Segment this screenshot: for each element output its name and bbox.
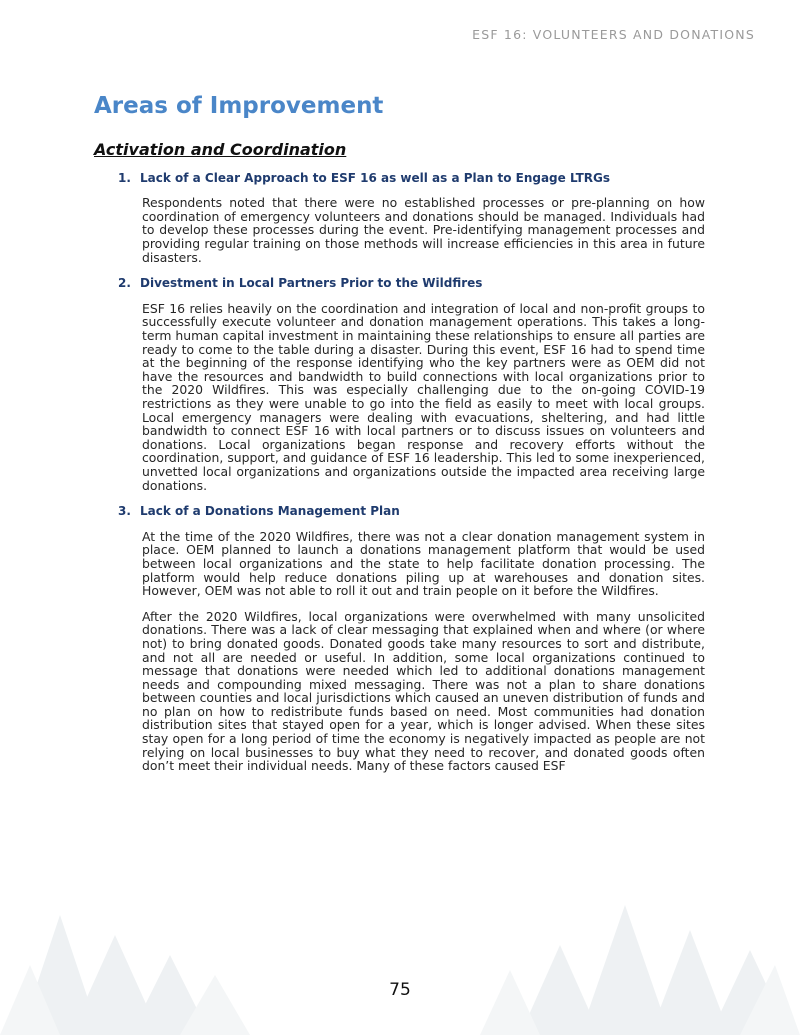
list-item-number: 3. (118, 504, 131, 519)
page-title: Areas of Improvement (94, 93, 384, 119)
list-item-title: Divestment in Local Partners Prior to the Wildfires (140, 276, 483, 291)
page-number: 75 (389, 980, 411, 1000)
list-item-number: 1. (118, 170, 131, 185)
running-header: ESF 16: VOLUNTEERS AND DONATIONS (472, 27, 755, 42)
main-content (94, 92, 714, 785)
paragraph: ESF 16 relies heavily on the coordination and integration of local and non-profit groups to successfully execute volunteer and donation management operations. This takes a long-term human capital investment in maintaining these relationships to ensure all parties are ready to come to the table during a disaster. During this event, ESF 16 had to spend time at the beginning of the response identifying who the key partners were as OEM did not have the resources and bandwidth to build connections with local organizations prior to the 2020 Wildfires. This was especially challenging due to the on-going COVID-19 restrictions as they were unable to go into the field as easily to meet with local groups. Local emergency managers were dealing with evacuations, sheltering, and had little bandwidth to connect ESF 16 with local partners or to discuss issues on volunteers and donations. Local organizations began response and recovery efforts without the coordination, support, and guidance of ESF 16 leadership. This led to some inexperienced, unvetted local organizations and organizations outside the impacted area receiving large donations. (142, 300, 705, 493)
list-item (94, 276, 714, 492)
list-item-heading (94, 504, 714, 520)
list-item-heading (94, 171, 714, 187)
list-item (94, 504, 714, 773)
paragraph: Respondents noted that there were no established processes or pre-planning on how coordination of emergency volunteers and donations should be managed. Individuals had to develop these processes during the event. Pre-identifying management processes and providing regular training on those methods will increase efficiencies in this area in future disasters. (142, 195, 705, 265)
list-item-title: Lack of a Clear Approach to ESF 16 as well as a Plan to Engage LTRGs (140, 170, 611, 185)
paragraph: At the time of the 2020 Wildfires, there was not a clear donation management system in place. OEM planned to launch a donations management platform that would be used between local organizations and the state to help facilitate donation processing. The platform would help reduce donations piling up at warehouses and donation sites. However, OEM was not able to roll it out and train people on it before the Wildfires. (142, 528, 705, 599)
section-title: Activation and Coordination (94, 139, 347, 159)
list-item-heading (94, 276, 714, 292)
list-item (94, 171, 714, 265)
list-item-number: 2. (118, 276, 131, 291)
paragraph: After the 2020 Wildfires, local organizations were overwhelmed with many unsolicited donations. There was a lack of clear messaging that explained when and where (or where not) to bring donated goods. Donated goods take many resources to sort and distribute, and not all are needed or useful. In addition, some local organizations continued to message that donations were needed which led to additional donations management needs and compounding mixed messaging. There was not a plan to share donations between counties and local jurisdictions which caused an uneven distribution of funds and no plan on how to redistribute funds based on need. Most communities had donation distribution sites that stayed open for a year, which is longer advised. When these sites stay open for a long period of time the economy is negatively impacted as people are not relying on local businesses to buy what they need to recover, and donated goods often don’t meet their individual needs. Many of these factors caused ESF (142, 608, 705, 774)
list-item-title: Lack of a Donations Management Plan (140, 504, 400, 519)
forest-background-watermark (0, 875, 800, 1035)
